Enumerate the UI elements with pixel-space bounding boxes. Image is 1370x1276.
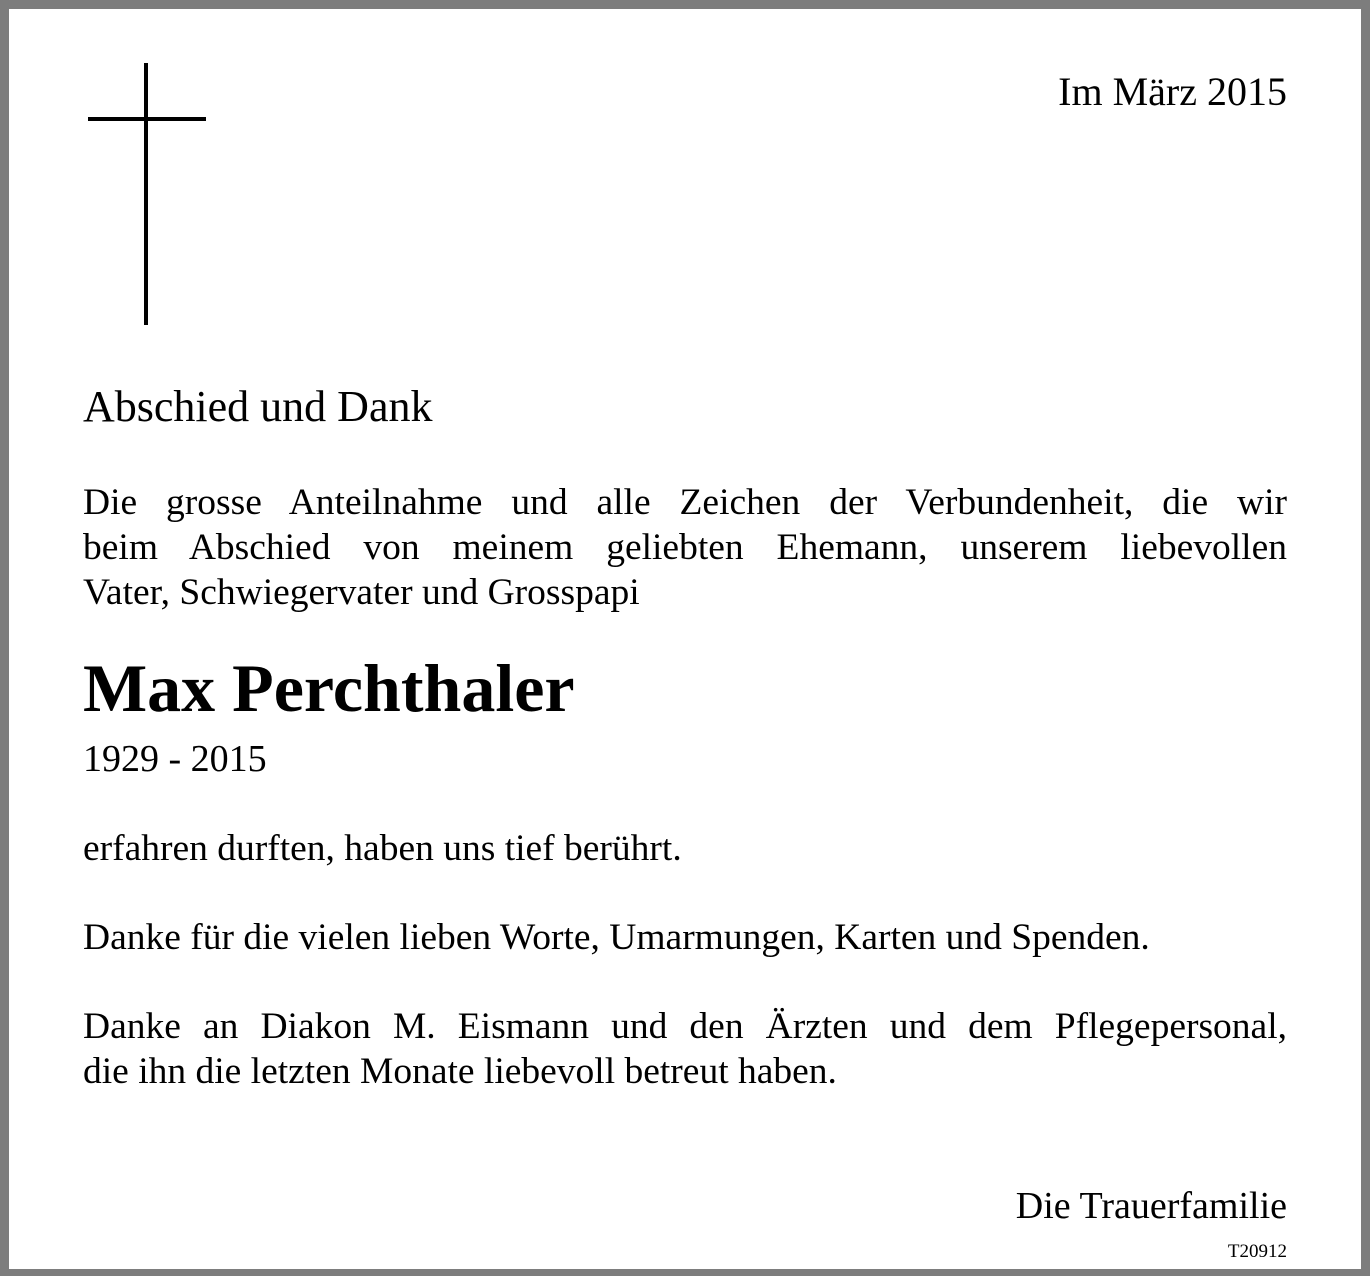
notice-date: Im März 2015 [1058,69,1287,114]
intro-paragraph [83,480,1287,615]
life-years: 1929 - 2015 [83,738,267,780]
thanks-line: Danke an Diakon M. Eismann und den Ärzten und dem Pflegepersonal, [83,1006,1287,1047]
cross-vertical-bar [144,63,148,325]
signature: Die Trauerfamilie [1015,1185,1287,1227]
thanks-line: die ihn die letzten Monate liebevoll betreut haben. [83,1051,837,1092]
reference-code: T20912 [1227,1241,1287,1262]
intro-line: Vater, Schwiegervater und Grosspapi [83,572,640,613]
notice-heading: Abschied und Dank [83,382,433,431]
intro-line: beim Abschied von meinem geliebten Ehemann, unserem liebevollen [83,527,1287,568]
thanks-paragraph-2: Danke für die vielen lieben Worte, Umarmungen, Karten und Spenden. [83,917,1150,958]
deceased-name: Max Perchthaler [83,650,575,726]
cross-horizontal-bar [88,117,206,121]
intro-line: Die grosse Anteilnahme und alle Zeichen der Verbundenheit, die wir [83,482,1287,523]
cross-icon [88,63,206,325]
thanks-paragraph-3 [83,1004,1287,1094]
thanks-paragraph-1: erfahren durften, haben uns tief berührt. [83,828,682,869]
